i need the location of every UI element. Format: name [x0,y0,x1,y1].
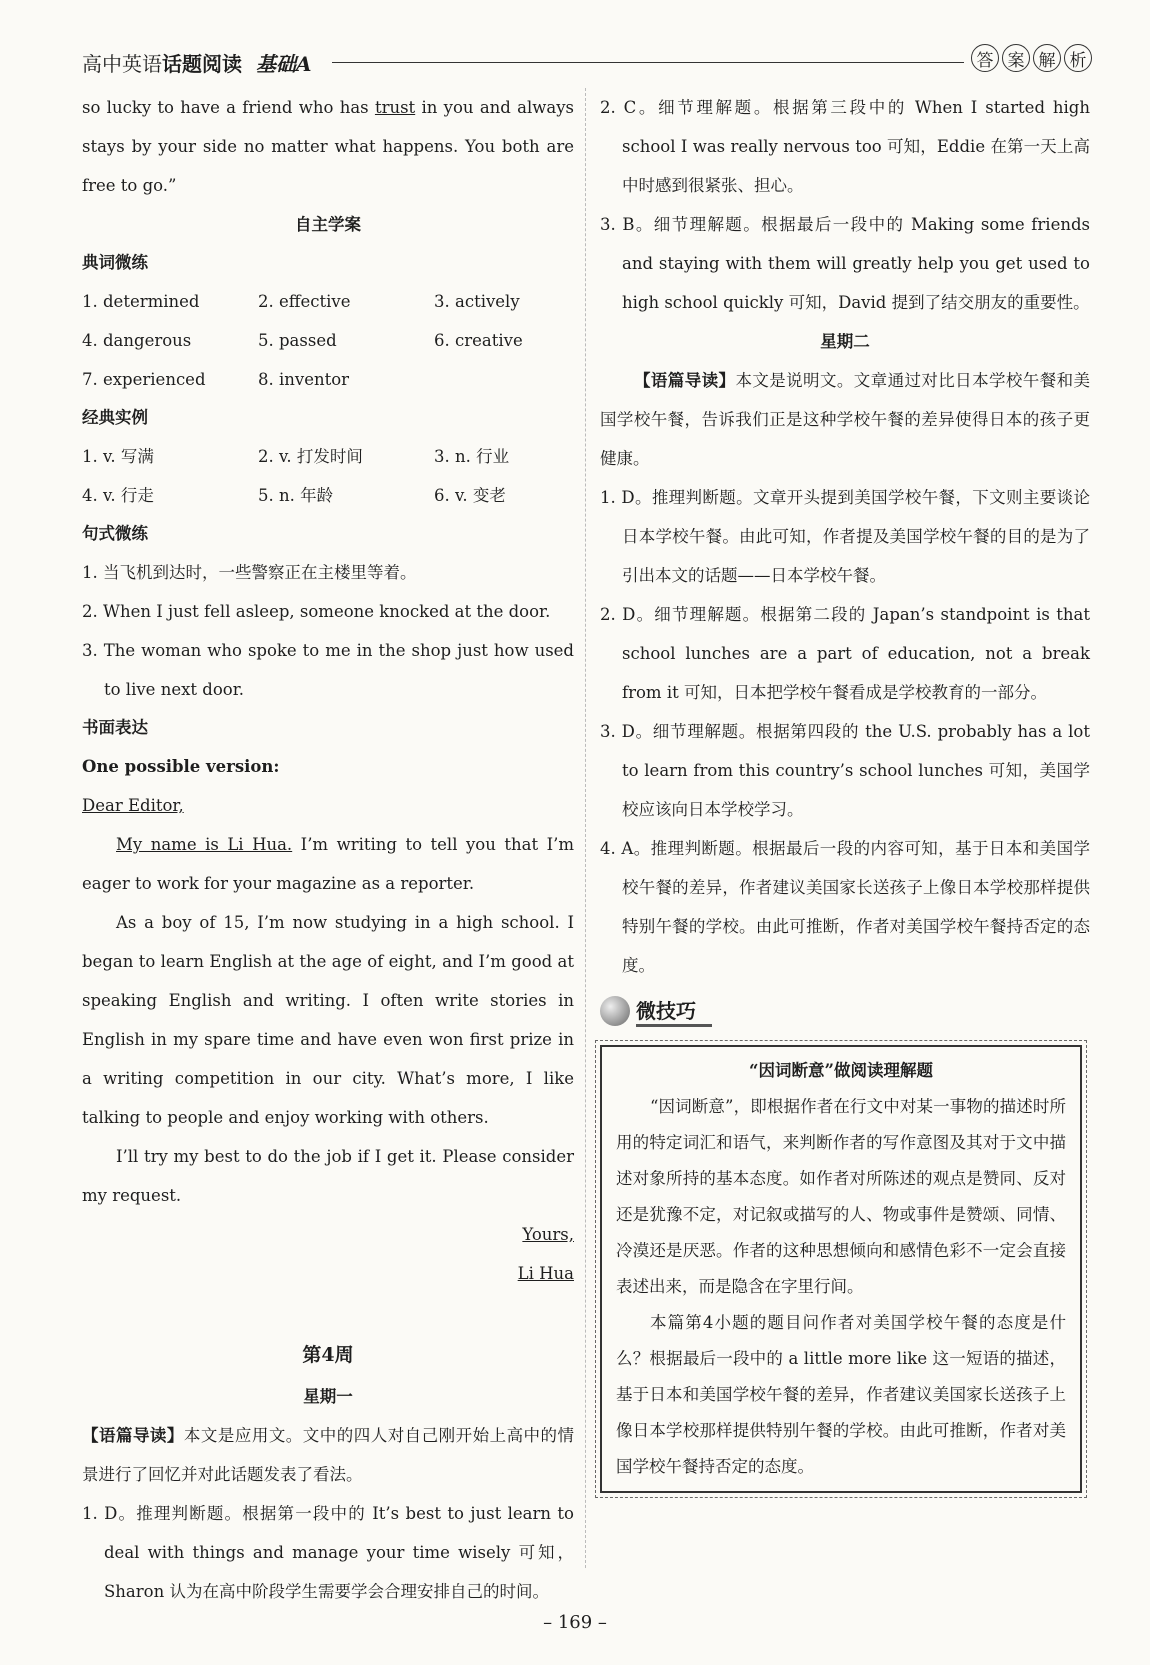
vocab-heading: 典词微练 [82,253,148,272]
answer-item: 3. D。细节理解题。根据第四段的 the U.S. probably has a lot to learn from this country’s school lunches 可知，美国学校应该向日本学校学习。 [600,722,1090,819]
page-header [82,48,1092,82]
left-column [82,88,574,1611]
sentence-item: 2. When I just fell asleep, someone knocked at the door. [82,602,551,621]
examples-heading: 经典实例 [82,408,148,427]
sentence-heading: 句式微练 [82,524,148,543]
writing-heading: 书面表达 [82,718,148,737]
book-title: 高中英语话题阅读 基础A [82,52,312,76]
answer-item: 4. A。推理判断题。根据最后一段的内容可知，基于日本和美国学校午餐的差异，作者建议美国家长送孩子上像日本学校那样提供特别午餐的学校。由此可推断，作者对美国学校午餐持否定的态度。 [600,839,1090,975]
header-rule [332,62,964,63]
closing: Yours, [522,1225,574,1244]
page-number: – 169 – [543,1612,607,1633]
letter-paragraph: My name is Li Hua. I’m writing to tell you that I’m eager to work for your magazine as a reporter. [82,835,574,893]
answer-badge: 答 案 解 析 [971,44,1092,72]
level-label: 基础A [256,52,312,76]
tip-label: 微技巧 [636,995,712,1027]
reading-guide: 【语篇导读】本文是应用文。文中的四人对自己刚开始上高中的情景进行了回忆并对此话题发表了看法。 [82,1426,575,1484]
answer-item: 3. B。细节理解题。根据最后一段中的 Making some friends and staying with them will greatly help you get used to high school quickly 可知，David 提到了结交朋友的重要性。 [600,215,1090,312]
tip-header [600,991,1090,1031]
answer-item: 2. C。细节理解题。根据第三段中的 When I started high school I was really nervous too 可知，Eddie 在第一天上高中时感到很紧张、担心。 [600,98,1090,195]
answer-item: 2. D。细节理解题。根据第二段的 Japan’s standpoint is that school lunches are a part of education, not a break from it 可知，日本把学校午餐看成是学校教育的一部分。 [600,605,1090,702]
tip-ball-icon [600,996,630,1026]
column-divider [585,88,586,1568]
vocab-list: 1. determined 2. effective 3. actively 4. dangerous 5. passed 6. creative 7. experienced 8. inventor [82,292,523,389]
letter-paragraph: As a boy of 15, I’m now studying in a high school. I began to learn English at the age of eight, and I’m good at speaking English and writing. I often write stories in English in my spare time and have even won first prize in a writing competition in our city. What’s more, I like talking to people and enjoy working with others. [82,913,574,1127]
day-title: 星期一 [303,1387,353,1406]
right-column [600,88,1090,1493]
answer-item: 1. D。推理判断题。根据第一段中的 It’s best to just learn to deal with things and manage your time wisely 可知，Sharon 认为在高中阶段学生需要学会合理安排自己的时间。 [82,1504,574,1601]
examples-list: 1. v. 写满 2. v. 打发时间 3. n. 行业 4. v. 行走 5. n. 年龄 6. v. 变老 [82,447,510,505]
salutation: Dear Editor, [82,796,184,815]
intro-paragraph: so lucky to have a friend who has trust in you and always stays by your side no matter what happens. You both are free to go.” [82,98,575,195]
signature: Li Hua [517,1264,574,1283]
tip-paragraph: “因词断意”，即根据作者在行文中对某一事物的描述时所用的特定词汇和语气，来判断作者的写作意图及其对于文中描述对象所持的基本态度。如作者对所陈述的观点是赞同、反对还是犹豫不定，对记叙或描写的人、物或事件是赞颂、同情、冷漠还是厌恶。作者的这种思想倾向和感情色彩不一定会直接表述出来，而是隐含在字里行间。 [616,1097,1066,1296]
tip-title: “因词断意”做阅读理解题 [749,1061,933,1080]
week-title: 第4周 [302,1344,354,1366]
day-title: 星期二 [820,332,870,351]
version-label: One possible version: [82,757,280,776]
tip-box [600,1045,1082,1493]
letter-paragraph: I’ll try my best to do the job if I get it. Please consider my request. [82,1147,574,1205]
sentence-item: 1. 当飞机到达时，一些警察正在主楼里等着。 [82,563,417,582]
section-title: 自主学案 [295,215,361,234]
tip-paragraph: 本篇第4小题的题目问作者对美国学校午餐的态度是什么？根据最后一段中的 a little more like 这一短语的描述，基于日本和美国学校午餐的差异，作者建议美国家长送孩子上像日本学校那样提供特别午餐的学校。由此可推断，作者对美国学校午餐持否定的态度。 [616,1313,1066,1476]
sentence-item: 3. The woman who spoke to me in the shop just how used to live next door. [82,641,574,699]
reading-guide: 【语篇导读】本文是说明文。文章通过对比日本学校午餐和美国学校午餐，告诉我们正是这种学校午餐的差异使得日本的孩子更健康。 [600,371,1091,468]
answer-item: 1. D。推理判断题。文章开头提到美国学校午餐，下文则主要谈论日本学校午餐。由此可知，作者提及美国学校午餐的目的是为了引出本文的话题——日本学校午餐。 [600,488,1090,585]
